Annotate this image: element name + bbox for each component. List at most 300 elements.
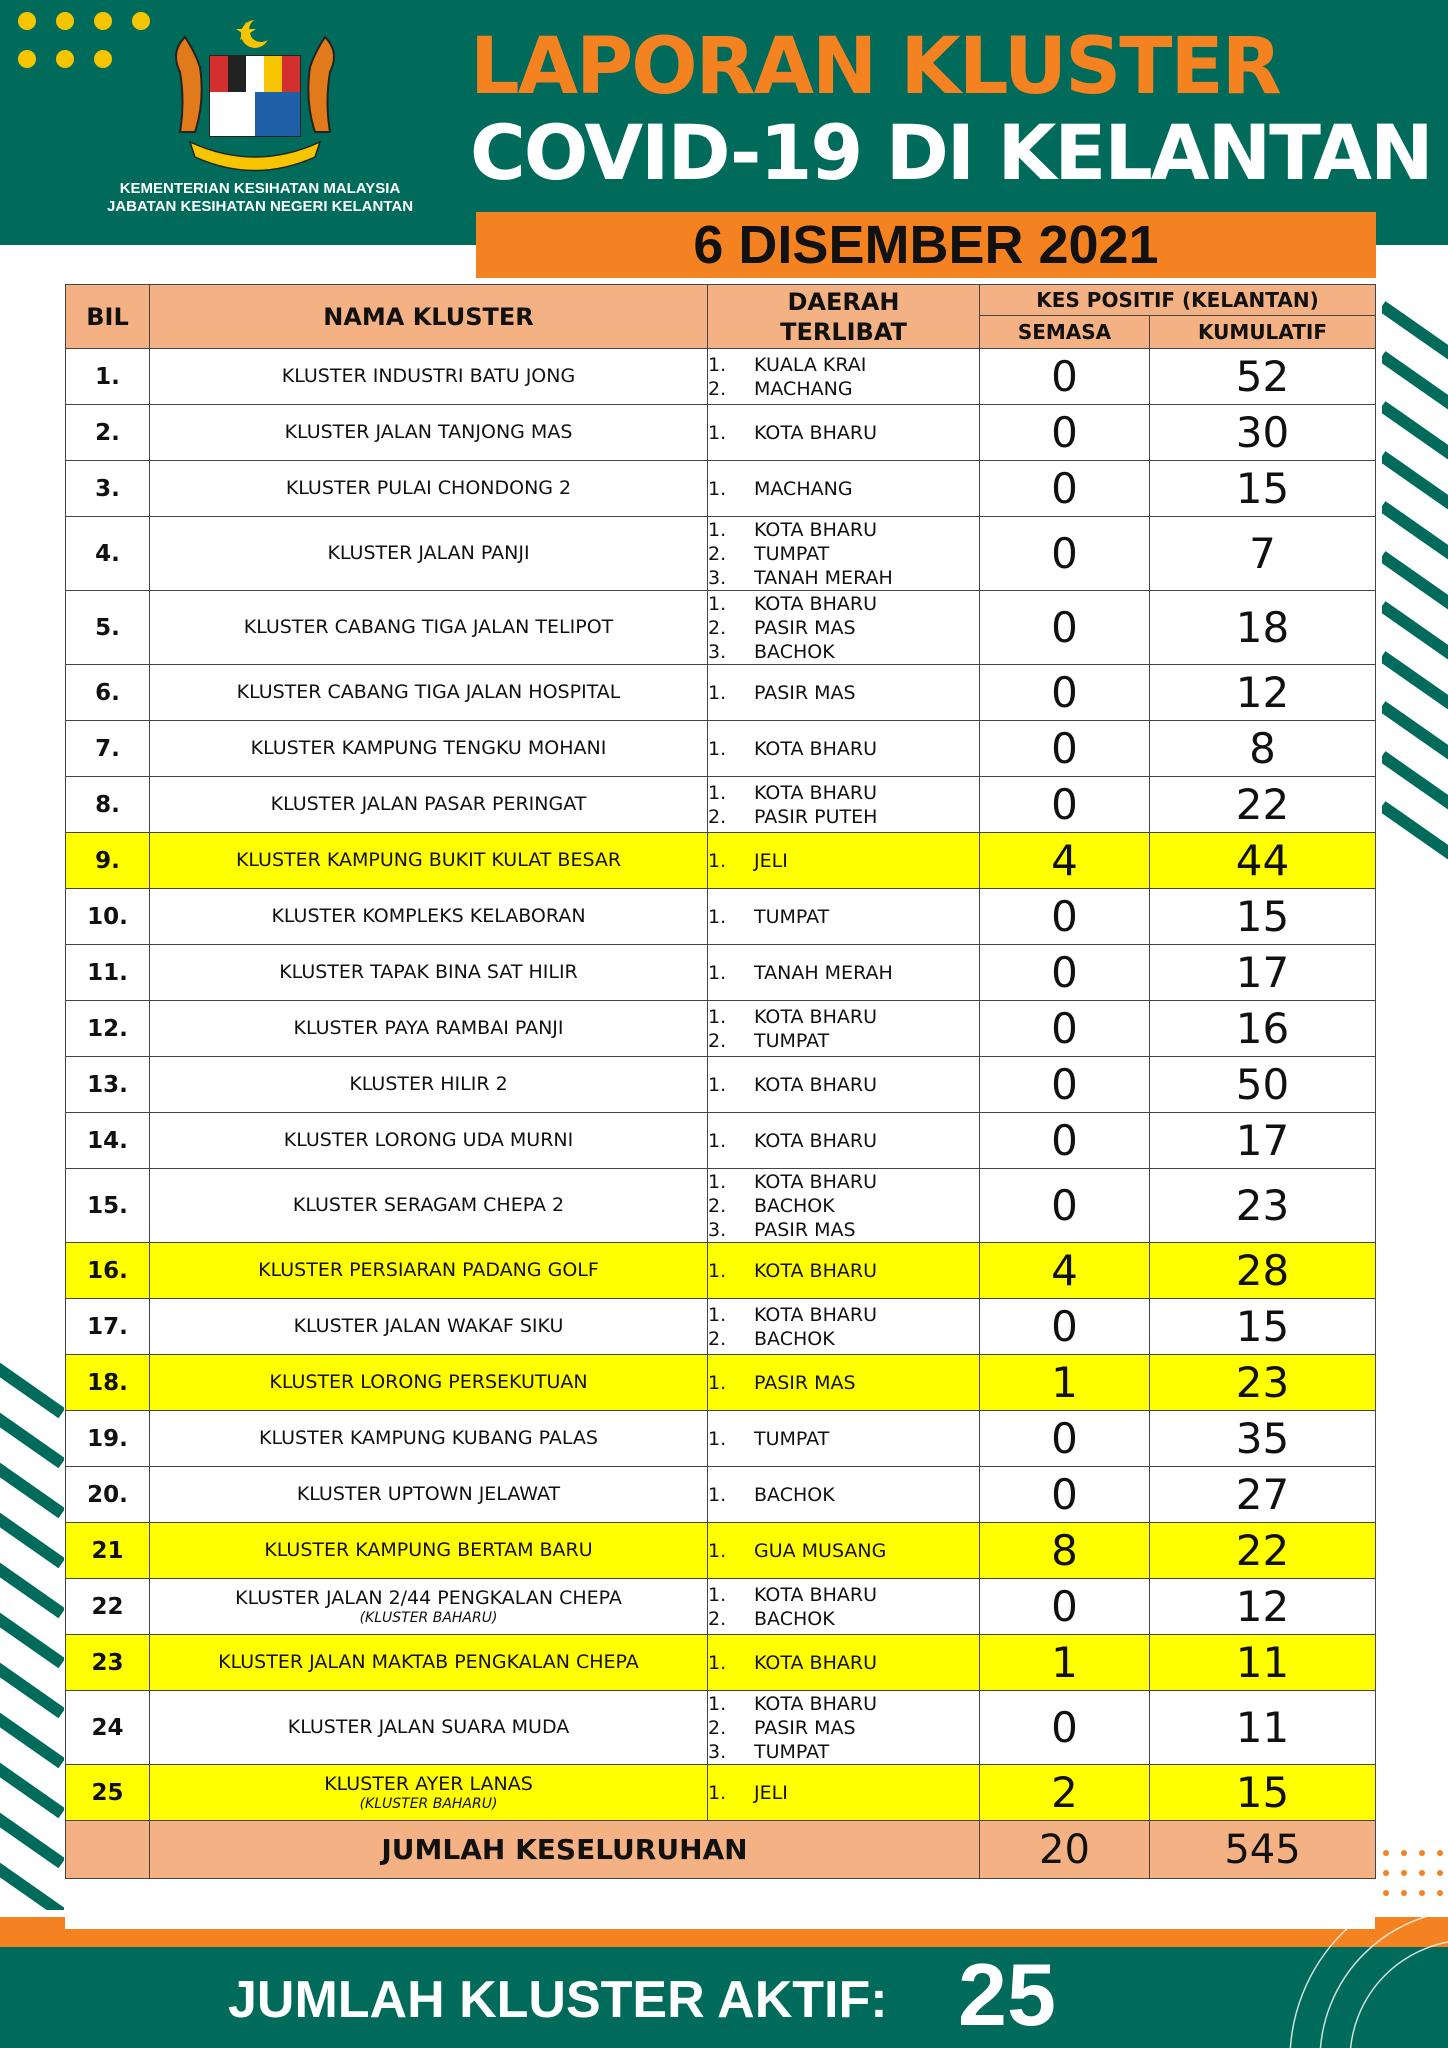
- district-item: [708, 849, 979, 873]
- cell-bil: 9.: [66, 833, 150, 889]
- cell-nama-kluster: [150, 777, 708, 833]
- district-item: [708, 477, 979, 501]
- cell-kumulatif: 7: [1150, 517, 1376, 591]
- cell-semasa: 0: [980, 777, 1150, 833]
- district-item: [708, 1781, 979, 1805]
- cell-kumulatif: 12: [1150, 1579, 1376, 1635]
- cell-daerah-terlibat: [708, 1765, 980, 1821]
- cell-semasa: 1: [980, 1355, 1150, 1411]
- cluster-name-note: (KLUSTER BAHARU): [359, 1610, 498, 1626]
- table-row: [66, 1523, 1376, 1579]
- decorative-orange-dots: [1376, 1845, 1446, 1905]
- cluster-name: KLUSTER JALAN PANJI: [327, 542, 530, 564]
- district-number: 1.: [708, 781, 727, 804]
- district-name: TUMPAT: [754, 1427, 830, 1450]
- cell-bil: 23: [66, 1635, 150, 1691]
- district-item: [708, 1692, 979, 1716]
- district-number: 1.: [708, 905, 727, 928]
- district-number: 1.: [708, 849, 727, 872]
- district-number: 1.: [708, 353, 727, 376]
- cluster-name: KLUSTER JALAN TANJONG MAS: [284, 421, 573, 443]
- cell-nama-kluster: [150, 349, 708, 405]
- decorative-stripes-left: [0, 1350, 64, 1910]
- district-item: [708, 1194, 979, 1218]
- cell-kumulatif: 11: [1150, 1635, 1376, 1691]
- cell-daerah-terlibat: [708, 1169, 980, 1243]
- district-item: [708, 1483, 979, 1507]
- district-number: 1.: [708, 421, 727, 444]
- district-number: 1.: [708, 1692, 727, 1715]
- cluster-name: KLUSTER JALAN 2/44 PENGKALAN CHEPA: [235, 1587, 622, 1609]
- cell-daerah-terlibat: [708, 889, 980, 945]
- cell-semasa: 0: [980, 1057, 1150, 1113]
- district-number: 1.: [708, 1651, 727, 1674]
- cell-bil: 2.: [66, 405, 150, 461]
- cell-kumulatif: 23: [1150, 1355, 1376, 1411]
- cluster-name: KLUSTER INDUSTRI BATU JONG: [281, 365, 576, 387]
- decorative-stripes-right: [1382, 300, 1448, 860]
- district-number: 3.: [708, 1218, 727, 1241]
- district-number: 1.: [708, 592, 727, 615]
- report-date: 6 DISEMBER 2021: [693, 215, 1159, 275]
- cell-semasa: 0: [980, 349, 1150, 405]
- cell-kumulatif: 22: [1150, 1523, 1376, 1579]
- table-row: [66, 461, 1376, 517]
- district-item: [708, 518, 979, 542]
- cell-nama-kluster: [150, 1635, 708, 1691]
- cell-nama-kluster: [150, 665, 708, 721]
- table-row: [66, 777, 1376, 833]
- cell-nama-kluster: [150, 1057, 708, 1113]
- cell-semasa: 4: [980, 833, 1150, 889]
- cell-bil: 3.: [66, 461, 150, 517]
- district-number: 2.: [708, 616, 727, 639]
- cluster-name: KLUSTER LORONG UDA MURNI: [283, 1129, 574, 1151]
- cell-nama-kluster: [150, 517, 708, 591]
- cell-nama-kluster: [150, 461, 708, 517]
- cell-semasa: 0: [980, 1579, 1150, 1635]
- cell-semasa: 0: [980, 1001, 1150, 1057]
- district-item: [708, 421, 979, 445]
- district-number: 3.: [708, 1740, 727, 1763]
- cell-semasa: 0: [980, 945, 1150, 1001]
- cell-kumulatif: 17: [1150, 1113, 1376, 1169]
- district-name: PASIR MAS: [754, 1371, 856, 1394]
- district-name: KOTA BHARU: [754, 1303, 877, 1326]
- cluster-name: KLUSTER KOMPLEKS KELABORAN: [271, 905, 586, 927]
- district-item: [708, 1371, 979, 1395]
- cell-daerah-terlibat: [708, 1691, 980, 1765]
- district-number: 1.: [708, 1427, 727, 1450]
- cell-semasa: 1: [980, 1635, 1150, 1691]
- cell-daerah-terlibat: [708, 665, 980, 721]
- cell-kumulatif: 30: [1150, 405, 1376, 461]
- table-row: [66, 1765, 1376, 1821]
- district-item: [708, 1259, 979, 1283]
- district-name: KOTA BHARU: [754, 421, 877, 444]
- cluster-name: KLUSTER HILIR 2: [349, 1073, 508, 1095]
- total-semasa: 20: [980, 1821, 1150, 1879]
- cell-nama-kluster: [150, 1691, 708, 1765]
- table-row: [66, 349, 1376, 405]
- district-item: [708, 781, 979, 805]
- district-number: 1.: [708, 1781, 727, 1804]
- header-kumulatif: KUMULATIF: [1150, 316, 1376, 349]
- cell-daerah-terlibat: [708, 945, 980, 1001]
- cell-nama-kluster: [150, 1467, 708, 1523]
- district-item: [708, 1218, 979, 1242]
- district-name: PASIR MAS: [754, 1716, 856, 1739]
- district-number: 1.: [708, 1371, 727, 1394]
- cell-bil: 14.: [66, 1113, 150, 1169]
- header-nama-kluster: NAMA KLUSTER: [150, 285, 708, 349]
- cell-kumulatif: 8: [1150, 721, 1376, 777]
- agency-line-2: JABATAN KESIHATAN NEGERI KELANTAN: [106, 198, 414, 215]
- district-number: 2.: [708, 1607, 727, 1630]
- district-item: [708, 1005, 979, 1029]
- cell-kumulatif: 23: [1150, 1169, 1376, 1243]
- cell-daerah-terlibat: [708, 721, 980, 777]
- cell-semasa: 0: [980, 889, 1150, 945]
- district-name: BACHOK: [754, 1327, 835, 1350]
- table-row: [66, 1467, 1376, 1523]
- report-title-line2: COVID-19 DI KELANTAN: [470, 108, 1432, 197]
- district-item: [708, 1583, 979, 1607]
- district-name: PASIR PUTEH: [754, 805, 878, 828]
- district-name: PASIR MAS: [754, 616, 856, 639]
- table-row: [66, 1057, 1376, 1113]
- district-number: 2.: [708, 1716, 727, 1739]
- district-name: MACHANG: [754, 377, 853, 400]
- cluster-name: KLUSTER CABANG TIGA JALAN HOSPITAL: [236, 681, 621, 703]
- table-row: [66, 665, 1376, 721]
- cell-daerah-terlibat: [708, 1523, 980, 1579]
- district-number: 3.: [708, 566, 727, 589]
- table-row: [66, 833, 1376, 889]
- cluster-name: KLUSTER KAMPUNG TENGKU MOHANI: [250, 737, 607, 759]
- district-item: [708, 1129, 979, 1153]
- district-name: JELI: [754, 849, 788, 872]
- district-name: BACHOK: [754, 1194, 835, 1217]
- cell-semasa: 4: [980, 1243, 1150, 1299]
- cell-nama-kluster: [150, 1411, 708, 1467]
- cluster-name: KLUSTER JALAN SUARA MUDA: [287, 1716, 570, 1738]
- district-number: 2.: [708, 1194, 727, 1217]
- cell-kumulatif: 50: [1150, 1057, 1376, 1113]
- cell-daerah-terlibat: [708, 591, 980, 665]
- table-row: [66, 1243, 1376, 1299]
- cell-semasa: 2: [980, 1765, 1150, 1821]
- header-daerah-line1: DAERAH: [787, 287, 900, 316]
- cell-bil: 11.: [66, 945, 150, 1001]
- district-name: KOTA BHARU: [754, 737, 877, 760]
- header-semasa: SEMASA: [980, 316, 1150, 349]
- cell-bil: 13.: [66, 1057, 150, 1113]
- cell-daerah-terlibat: [708, 1001, 980, 1057]
- district-item: [708, 1607, 979, 1631]
- district-name: KOTA BHARU: [754, 592, 877, 615]
- cluster-name: KLUSTER KAMPUNG KUBANG PALAS: [259, 1427, 598, 1449]
- header-kes-positif: KES POSITIF (KELANTAN): [980, 285, 1376, 316]
- cell-semasa: 8: [980, 1523, 1150, 1579]
- cell-nama-kluster: [150, 1523, 708, 1579]
- district-item: [708, 1073, 979, 1097]
- cell-daerah-terlibat: [708, 1411, 980, 1467]
- district-name: KOTA BHARU: [754, 781, 877, 804]
- cluster-name: KLUSTER JALAN MAKTAB PENGKALAN CHEPA: [218, 1651, 639, 1673]
- cell-daerah-terlibat: [708, 1057, 980, 1113]
- cell-bil: 12.: [66, 1001, 150, 1057]
- cell-nama-kluster: [150, 721, 708, 777]
- district-name: KOTA BHARU: [754, 1129, 877, 1152]
- district-item: [708, 1716, 979, 1740]
- cell-nama-kluster: [150, 591, 708, 665]
- district-number: 1.: [708, 1583, 727, 1606]
- district-name: JELI: [754, 1781, 788, 1804]
- cluster-name-note: (KLUSTER BAHARU): [359, 1796, 498, 1812]
- decorative-dots: [18, 12, 158, 72]
- district-number: 1.: [708, 1483, 727, 1506]
- cell-kumulatif: 15: [1150, 889, 1376, 945]
- cluster-name: KLUSTER KAMPUNG BUKIT KULAT BESAR: [235, 849, 622, 871]
- cell-daerah-terlibat: [708, 1243, 980, 1299]
- district-name: KOTA BHARU: [754, 1005, 877, 1028]
- district-name: KOTA BHARU: [754, 1692, 877, 1715]
- district-item: [708, 1740, 979, 1764]
- active-cluster-label: JUMLAH KLUSTER AKTIF:: [228, 1971, 888, 2029]
- district-item: [708, 1303, 979, 1327]
- total-row: [66, 1821, 1376, 1879]
- cell-semasa: 0: [980, 1299, 1150, 1355]
- cluster-name: KLUSTER SERAGAM CHEPA 2: [292, 1194, 565, 1216]
- cell-bil: 8.: [66, 777, 150, 833]
- cell-semasa: 0: [980, 1411, 1150, 1467]
- table-row: [66, 1691, 1376, 1765]
- cell-bil: 25: [66, 1765, 150, 1821]
- cell-daerah-terlibat: [708, 349, 980, 405]
- cell-kumulatif: 15: [1150, 461, 1376, 517]
- cell-nama-kluster: [150, 1169, 708, 1243]
- district-number: 1.: [708, 518, 727, 541]
- coat-of-arms-icon: [150, 12, 360, 182]
- cell-kumulatif: 27: [1150, 1467, 1376, 1523]
- cell-kumulatif: 12: [1150, 665, 1376, 721]
- cell-bil: 6.: [66, 665, 150, 721]
- cluster-name: KLUSTER JALAN WAKAF SIKU: [293, 1315, 564, 1337]
- cell-bil: 17.: [66, 1299, 150, 1355]
- district-name: GUA MUSANG: [754, 1539, 887, 1562]
- cell-daerah-terlibat: [708, 1113, 980, 1169]
- table-row: [66, 1299, 1376, 1355]
- cell-daerah-terlibat: [708, 1579, 980, 1635]
- cell-kumulatif: 28: [1150, 1243, 1376, 1299]
- cell-bil: 19.: [66, 1411, 150, 1467]
- total-blank: [66, 1821, 150, 1879]
- table-base-strip: [65, 1917, 1375, 1929]
- cluster-name: KLUSTER TAPAK BINA SAT HILIR: [279, 961, 578, 983]
- district-number: 2.: [708, 1327, 727, 1350]
- district-name: TANAH MERAH: [754, 961, 893, 984]
- table-row: [66, 945, 1376, 1001]
- district-item: [708, 681, 979, 705]
- cell-kumulatif: 35: [1150, 1411, 1376, 1467]
- cell-kumulatif: 18: [1150, 591, 1376, 665]
- agency-name: [60, 180, 460, 216]
- cell-nama-kluster: [150, 1001, 708, 1057]
- district-name: KOTA BHARU: [754, 1073, 877, 1096]
- district-number: 1.: [708, 1170, 727, 1193]
- district-number: 1.: [708, 477, 727, 500]
- cell-kumulatif: 11: [1150, 1691, 1376, 1765]
- cluster-name: KLUSTER LORONG PERSEKUTUAN: [269, 1371, 588, 1393]
- cell-nama-kluster: [150, 1299, 708, 1355]
- table-row: [66, 1113, 1376, 1169]
- cell-nama-kluster: [150, 833, 708, 889]
- district-number: 2.: [708, 805, 727, 828]
- district-number: 1.: [708, 961, 727, 984]
- district-number: 1.: [708, 1539, 727, 1562]
- cell-semasa: 0: [980, 665, 1150, 721]
- district-item: [708, 805, 979, 829]
- cell-bil: 20.: [66, 1467, 150, 1523]
- district-item: [708, 616, 979, 640]
- cluster-name: KLUSTER JALAN PASAR PERINGAT: [270, 793, 587, 815]
- district-name: TUMPAT: [754, 905, 830, 928]
- table-row: [66, 1001, 1376, 1057]
- district-number: 1.: [708, 681, 727, 704]
- cluster-name: KLUSTER KAMPUNG BERTAM BARU: [264, 1539, 593, 1561]
- district-name: TANAH MERAH: [754, 566, 893, 589]
- district-number: 1.: [708, 1129, 727, 1152]
- report-title-line1: LAPORAN KLUSTER: [470, 22, 1280, 112]
- district-name: TUMPAT: [754, 542, 830, 565]
- district-name: TUMPAT: [754, 1029, 830, 1052]
- district-name: PASIR MAS: [754, 1218, 856, 1241]
- cell-semasa: 0: [980, 405, 1150, 461]
- cell-nama-kluster: [150, 1765, 708, 1821]
- district-name: KOTA BHARU: [754, 1170, 877, 1193]
- cell-nama-kluster: [150, 1579, 708, 1635]
- district-name: BACHOK: [754, 640, 835, 663]
- district-number: 1.: [708, 1259, 727, 1282]
- district-name: KUALA KRAI: [754, 353, 867, 376]
- cell-semasa: 0: [980, 1691, 1150, 1765]
- district-number: 2.: [708, 542, 727, 565]
- district-name: KOTA BHARU: [754, 1583, 877, 1606]
- cluster-name: KLUSTER AYER LANAS: [324, 1773, 533, 1795]
- cell-nama-kluster: [150, 945, 708, 1001]
- district-name: MACHANG: [754, 477, 853, 500]
- district-number: 1.: [708, 1073, 727, 1096]
- cell-semasa: 0: [980, 591, 1150, 665]
- header-bil: BIL: [66, 285, 150, 349]
- cell-semasa: 0: [980, 1467, 1150, 1523]
- district-item: [708, 737, 979, 761]
- district-item: [708, 566, 979, 590]
- district-number: 3.: [708, 640, 727, 663]
- cell-daerah-terlibat: [708, 1635, 980, 1691]
- cell-kumulatif: 15: [1150, 1765, 1376, 1821]
- cell-semasa: 0: [980, 1113, 1150, 1169]
- district-name: KOTA BHARU: [754, 1651, 877, 1674]
- header-daerah-terlibat: [708, 285, 980, 349]
- cell-nama-kluster: [150, 889, 708, 945]
- cell-daerah-terlibat: [708, 461, 980, 517]
- cell-bil: 21: [66, 1523, 150, 1579]
- cell-bil: 15.: [66, 1169, 150, 1243]
- cell-semasa: 0: [980, 721, 1150, 777]
- district-item: [708, 1327, 979, 1351]
- cell-bil: 5.: [66, 591, 150, 665]
- cell-bil: 22: [66, 1579, 150, 1635]
- cell-bil: 4.: [66, 517, 150, 591]
- district-item: [708, 592, 979, 616]
- cell-daerah-terlibat: [708, 1467, 980, 1523]
- cluster-name: KLUSTER UPTOWN JELAWAT: [296, 1483, 561, 1505]
- total-label: JUMLAH KESELURUHAN: [150, 1821, 980, 1879]
- cluster-name: KLUSTER PULAI CHONDONG 2: [285, 477, 572, 499]
- table-row: [66, 591, 1376, 665]
- table-row: [66, 405, 1376, 461]
- district-item: [708, 640, 979, 664]
- cell-kumulatif: 17: [1150, 945, 1376, 1001]
- cell-bil: 10.: [66, 889, 150, 945]
- district-name: BACHOK: [754, 1607, 835, 1630]
- cell-semasa: 0: [980, 461, 1150, 517]
- cell-bil: 18.: [66, 1355, 150, 1411]
- district-item: [708, 961, 979, 985]
- cell-kumulatif: 52: [1150, 349, 1376, 405]
- table-row: [66, 1411, 1376, 1467]
- cell-nama-kluster: [150, 1113, 708, 1169]
- table-row: [66, 517, 1376, 591]
- district-name: BACHOK: [754, 1483, 835, 1506]
- district-item: [708, 377, 979, 401]
- table-row: [66, 721, 1376, 777]
- cluster-name: KLUSTER PAYA RAMBAI PANJI: [293, 1017, 564, 1039]
- district-name: KOTA BHARU: [754, 1259, 877, 1282]
- table-row: [66, 1169, 1376, 1243]
- cell-bil: 24: [66, 1691, 150, 1765]
- table-row: [66, 1355, 1376, 1411]
- cell-daerah-terlibat: [708, 1355, 980, 1411]
- district-number: 1.: [708, 1303, 727, 1326]
- district-item: [708, 542, 979, 566]
- cell-daerah-terlibat: [708, 1299, 980, 1355]
- cell-nama-kluster: [150, 1355, 708, 1411]
- total-kumulatif: 545: [1150, 1821, 1376, 1879]
- cluster-name: KLUSTER PERSIARAN PADANG GOLF: [258, 1259, 599, 1281]
- cell-daerah-terlibat: [708, 833, 980, 889]
- table-row: [66, 1579, 1376, 1635]
- cell-semasa: 0: [980, 1169, 1150, 1243]
- cell-bil: 16.: [66, 1243, 150, 1299]
- district-number: 1.: [708, 1005, 727, 1028]
- cell-nama-kluster: [150, 1243, 708, 1299]
- district-number: 2.: [708, 377, 727, 400]
- cell-bil: 1.: [66, 349, 150, 405]
- cell-nama-kluster: [150, 405, 708, 461]
- district-item: [708, 1427, 979, 1451]
- cluster-name: KLUSTER CABANG TIGA JALAN TELIPOT: [243, 616, 614, 638]
- district-item: [708, 1170, 979, 1194]
- district-item: [708, 905, 979, 929]
- agency-line-1: KEMENTERIAN KESIHATAN MALAYSIA: [119, 180, 401, 197]
- cell-daerah-terlibat: [708, 517, 980, 591]
- district-item: [708, 1029, 979, 1053]
- district-item: [708, 1651, 979, 1675]
- district-name: TUMPAT: [754, 1740, 830, 1763]
